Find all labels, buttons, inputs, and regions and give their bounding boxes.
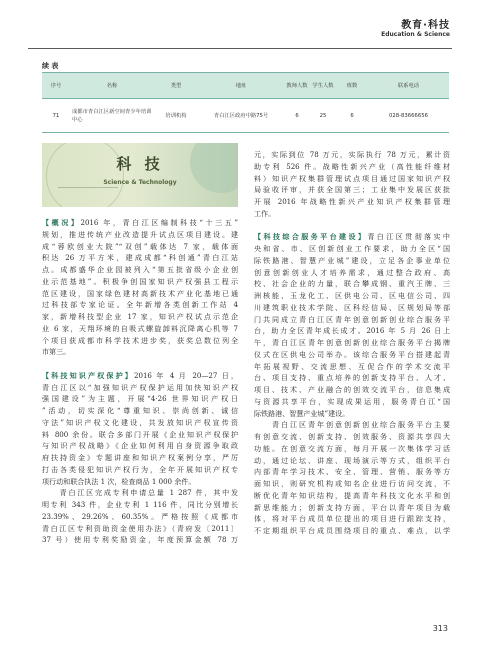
paragraph-heading: 【科技知识产权保护】 — [42, 370, 134, 380]
body-text: 际铁路港、智慧产业城”建设，立足各企事业单位 — [254, 255, 450, 265]
body-line — [254, 466, 450, 478]
body-line — [42, 487, 238, 499]
paragraph-gap — [42, 358, 238, 370]
body-line — [254, 149, 450, 161]
body-text: 工作。 — [254, 208, 276, 218]
body-text: 元，实际到位 78 万元，实际执行 78 万元，累计资 — [254, 150, 450, 159]
body-line — [254, 184, 450, 196]
body-line — [42, 229, 238, 241]
body-text: 过科技部专家论证。全年新增各类创新工作站 4 — [42, 300, 238, 310]
body-line — [254, 431, 450, 443]
body-text: 2016 年 4 月 20—27 日， — [133, 370, 238, 380]
col-header-address: 地址 — [198, 73, 284, 99]
body-text: 明专利 343 件，企业专利 1 116 件，同比分别增长 — [42, 500, 238, 509]
body-text: 不定期组织平台成员围绕项目的重点、难点，以学 — [254, 526, 450, 535]
body-line — [42, 264, 238, 276]
body-text: 创意创新创业人才培养需求，通过整合政府、高 — [254, 267, 450, 277]
body-text: 青白江区贯彻落实中 — [367, 232, 450, 242]
body-text: 央和省、市、区创新创业工作要求，助力全区“国 — [254, 244, 450, 253]
body-text: 有创意交流、创新支持、创效服务、资源共享四大 — [254, 432, 450, 441]
body-text: 与资源共享平台，实现成果运用，服务青白江“国 — [254, 396, 450, 406]
body-line — [254, 408, 450, 420]
table-continuation-label: 续 表 — [42, 62, 59, 70]
body-text: 青白江区完成专利申请总量 1 287 件，其中发 — [42, 488, 238, 498]
section-subtitle: Science & Technology — [103, 179, 177, 186]
body-text: 局验收评审，并获全国第三；工业集中发展区获批 — [254, 185, 450, 195]
body-line — [42, 476, 238, 488]
body-text: 守法”知识产权文化建设，共发放知识产权宣传资 — [42, 417, 238, 427]
body-text: 积达 26 万平方米，建成成都“科创通”青白江站 — [42, 253, 238, 263]
col-header-phone: 联系电话 — [368, 73, 449, 99]
body-line — [254, 255, 450, 267]
body-line — [42, 405, 238, 417]
body-text: 项行动和联合执法 1 次，检查商品 1 000 余件。 — [42, 476, 196, 486]
cell-type: 培训机构 — [154, 99, 198, 133]
body-text: 料）知识产权集群管理试点项目通过国家知识产权 — [254, 173, 450, 183]
body-text: 业 6 家，天翔环境的自吸式螺旋卸料沉降离心机等 7 — [42, 323, 238, 333]
body-text: 府扶持资金》专题讲座和知识产权案例分享，严厉 — [42, 453, 238, 462]
body-text: 功能。在创意交流方面，每月开展一次集体学习活 — [254, 443, 450, 453]
body-text: 面知识，则研究机构或知名企业进行访问交流，不 — [254, 479, 450, 488]
body-line — [42, 335, 238, 347]
body-text: 仪式在区供电公司举办。该综合服务平台搭建起青 — [254, 349, 450, 359]
body-text: 与知识产权战略》《企业如何利用自身资源争取政 — [42, 441, 238, 451]
cell-classes: 6 — [336, 99, 368, 133]
body-line — [42, 393, 238, 405]
body-text: 助专利 526 件。战略性新兴产业（高性能纤维材 — [254, 161, 450, 171]
body-text: 洲核能、玉龙化工、区供电公司、区电信公司、四 — [254, 291, 450, 300]
header-rule — [28, 48, 452, 49]
body-text: 川建筑职业技术学院、区科经信局、区规划局等部 — [254, 302, 450, 312]
body-text: 台，助力全区青年成长成才。2016 年 5 月 26 日上 — [254, 326, 450, 336]
body-line — [42, 288, 238, 300]
body-line — [254, 278, 450, 290]
body-text: 开展 2016 年战略性新兴产业知识产权集群管理 — [254, 197, 450, 206]
body-text: 打击各类侵犯知识产权行为，全年开展知识产权专 — [42, 464, 238, 474]
body-line — [254, 372, 450, 384]
body-text: 午，青白江区青年创意创新创业综合服务平台揭牌 — [254, 338, 450, 347]
body-text: 成“蓉欧创业大院”“双创”载体达 7 家，载体面 — [42, 241, 238, 251]
body-line — [254, 173, 450, 185]
body-line — [42, 217, 238, 229]
body-text: 2016 年，青白江区编制科技“十三五” — [80, 218, 238, 227]
body-line — [254, 243, 450, 255]
body-text: 37 号）使用专利奖励资金，年度预算金额 78 万 — [42, 535, 238, 545]
body-line — [42, 417, 238, 429]
body-line — [42, 370, 238, 382]
col-header-teachers: 教师人数 — [284, 73, 310, 99]
body-line — [254, 490, 450, 502]
body-text: 内部青年学习技术、安全、管理、营销、服务等方 — [254, 467, 450, 477]
running-header-title: 教育·科技 — [401, 20, 450, 31]
body-line — [254, 396, 450, 408]
body-text: 点。成都盛华企业园被列入“第五批省级小企业创 — [42, 265, 238, 274]
body-line — [254, 525, 450, 537]
cell-address: 青白江区政府中路75号 — [198, 99, 284, 133]
body-line — [42, 499, 238, 511]
body-line — [42, 276, 238, 288]
body-line — [254, 208, 450, 220]
institutions-table — [42, 72, 449, 133]
running-header-subtitle: Education & Science — [381, 31, 450, 38]
banner-decoration — [58, 187, 118, 188]
body-text: 家，新增科技型企业 17 家，知识产权试点示范企 — [42, 312, 238, 321]
body-line — [42, 323, 238, 335]
body-text: 青白江区以“加强知识产权保护运用加快知识产权 — [42, 382, 238, 392]
body-line — [42, 429, 238, 441]
body-line — [254, 337, 450, 349]
body-text: 强国建设”为主题，开展“4·26 世界知识产权日 — [42, 394, 238, 404]
body-line — [42, 511, 238, 523]
body-line — [42, 452, 238, 464]
body-line — [254, 513, 450, 525]
body-text: 体，将对平台成员单位提出的项目进行跟踪支持， — [254, 514, 450, 524]
body-line — [254, 349, 450, 361]
table-row — [42, 99, 449, 133]
cell-no: 71 — [42, 99, 70, 133]
body-line — [42, 523, 238, 535]
body-text: 青白江区专利资助资金使用办法》（青府发〔2011〕 — [42, 523, 238, 533]
body-text: 台、项目支持、重点培养的创新支持平台、人才、 — [254, 373, 450, 383]
paragraph-heading: 【科技综合服务平台建设】 — [254, 232, 368, 242]
section-banner — [42, 143, 238, 207]
table-header-row — [42, 73, 449, 99]
page-number: 313 — [432, 624, 448, 633]
col-header-students: 学生人数 — [310, 73, 336, 99]
cell-phone: 028-83666656 — [368, 99, 449, 133]
body-text: 范区建设，国家绿色建材高新技术产业化基地已通 — [42, 288, 238, 298]
text-column-right — [254, 149, 450, 537]
body-text: 市第三。 — [42, 347, 71, 357]
body-line — [254, 302, 450, 314]
body-text: 23.39%、29.26%、60.35%。严格按照《成都市 — [42, 511, 238, 521]
body-line — [42, 534, 238, 546]
body-line — [42, 464, 238, 476]
body-line — [42, 241, 238, 253]
body-line — [254, 478, 450, 490]
body-line — [254, 502, 450, 514]
cell-students: 25 — [310, 99, 336, 133]
body-line — [254, 325, 450, 337]
paragraph-heading: 【概况】 — [42, 218, 81, 227]
body-line — [254, 455, 450, 467]
body-text: 动，通过论坛、讲座、现场演示等方式，组织平台 — [254, 455, 450, 465]
body-text: 新思维能力；创新支持方面，平台以青年项目为载 — [254, 502, 450, 512]
body-text: 断优化青年知识结构，提高青年科技文化水平和创 — [254, 490, 450, 500]
body-line — [42, 440, 238, 452]
body-line — [254, 384, 450, 396]
body-line — [254, 314, 450, 326]
body-line — [42, 346, 238, 358]
body-text: 项目、技术、产业融合的创效交流平台，信息集成 — [254, 385, 450, 394]
body-text: ”活动，切实深化“尊重知识、崇尚创新、诚信 — [42, 406, 238, 415]
body-text: 个项目获成都市科学技术进步奖，获奖总数位列全 — [42, 335, 238, 345]
body-text: 际铁路港、智慧产业城”建设。 — [254, 408, 350, 418]
body-text: 年拓展视野、交流思想、互促合作的学术交流平 — [254, 361, 450, 371]
col-header-no: 序号 — [42, 73, 70, 99]
col-header-classes: 班数 — [336, 73, 368, 99]
body-line — [254, 161, 450, 173]
body-line — [42, 299, 238, 311]
section-title: 科 技 — [116, 155, 164, 173]
body-text: 规划，推进传统产业改造提升试点区项目建设。建 — [42, 229, 238, 239]
text-column-left — [42, 217, 238, 546]
col-header-type: 类型 — [154, 73, 198, 99]
cell-teachers: 6 — [284, 99, 310, 133]
body-line — [254, 419, 450, 431]
body-text: 业示范基地”。积极争创国家知识产权强县工程示 — [42, 276, 238, 286]
body-line — [254, 231, 450, 243]
body-text: 料 800 余份。联合多部门开展《企业知识产权保护 — [42, 429, 238, 439]
body-line — [254, 290, 450, 302]
body-line — [254, 443, 450, 455]
body-line — [42, 382, 238, 394]
paragraph-gap — [254, 220, 450, 232]
body-line — [254, 267, 450, 279]
body-text: 青白江区青年创意创新创业综合服务平台主要 — [254, 420, 450, 430]
body-line — [42, 311, 238, 323]
cell-name: 成都市青白江区新空间青少年培训中心 — [70, 99, 154, 133]
body-text: 门共同成立青白江区青年创意创新创业综合服务平 — [254, 314, 450, 324]
body-line — [254, 196, 450, 208]
col-header-name: 名称 — [70, 73, 154, 99]
body-line — [42, 252, 238, 264]
body-line — [254, 361, 450, 373]
body-text: 校、社会企业的力量，联合攀成钢、重汽王牌、三 — [254, 279, 450, 289]
